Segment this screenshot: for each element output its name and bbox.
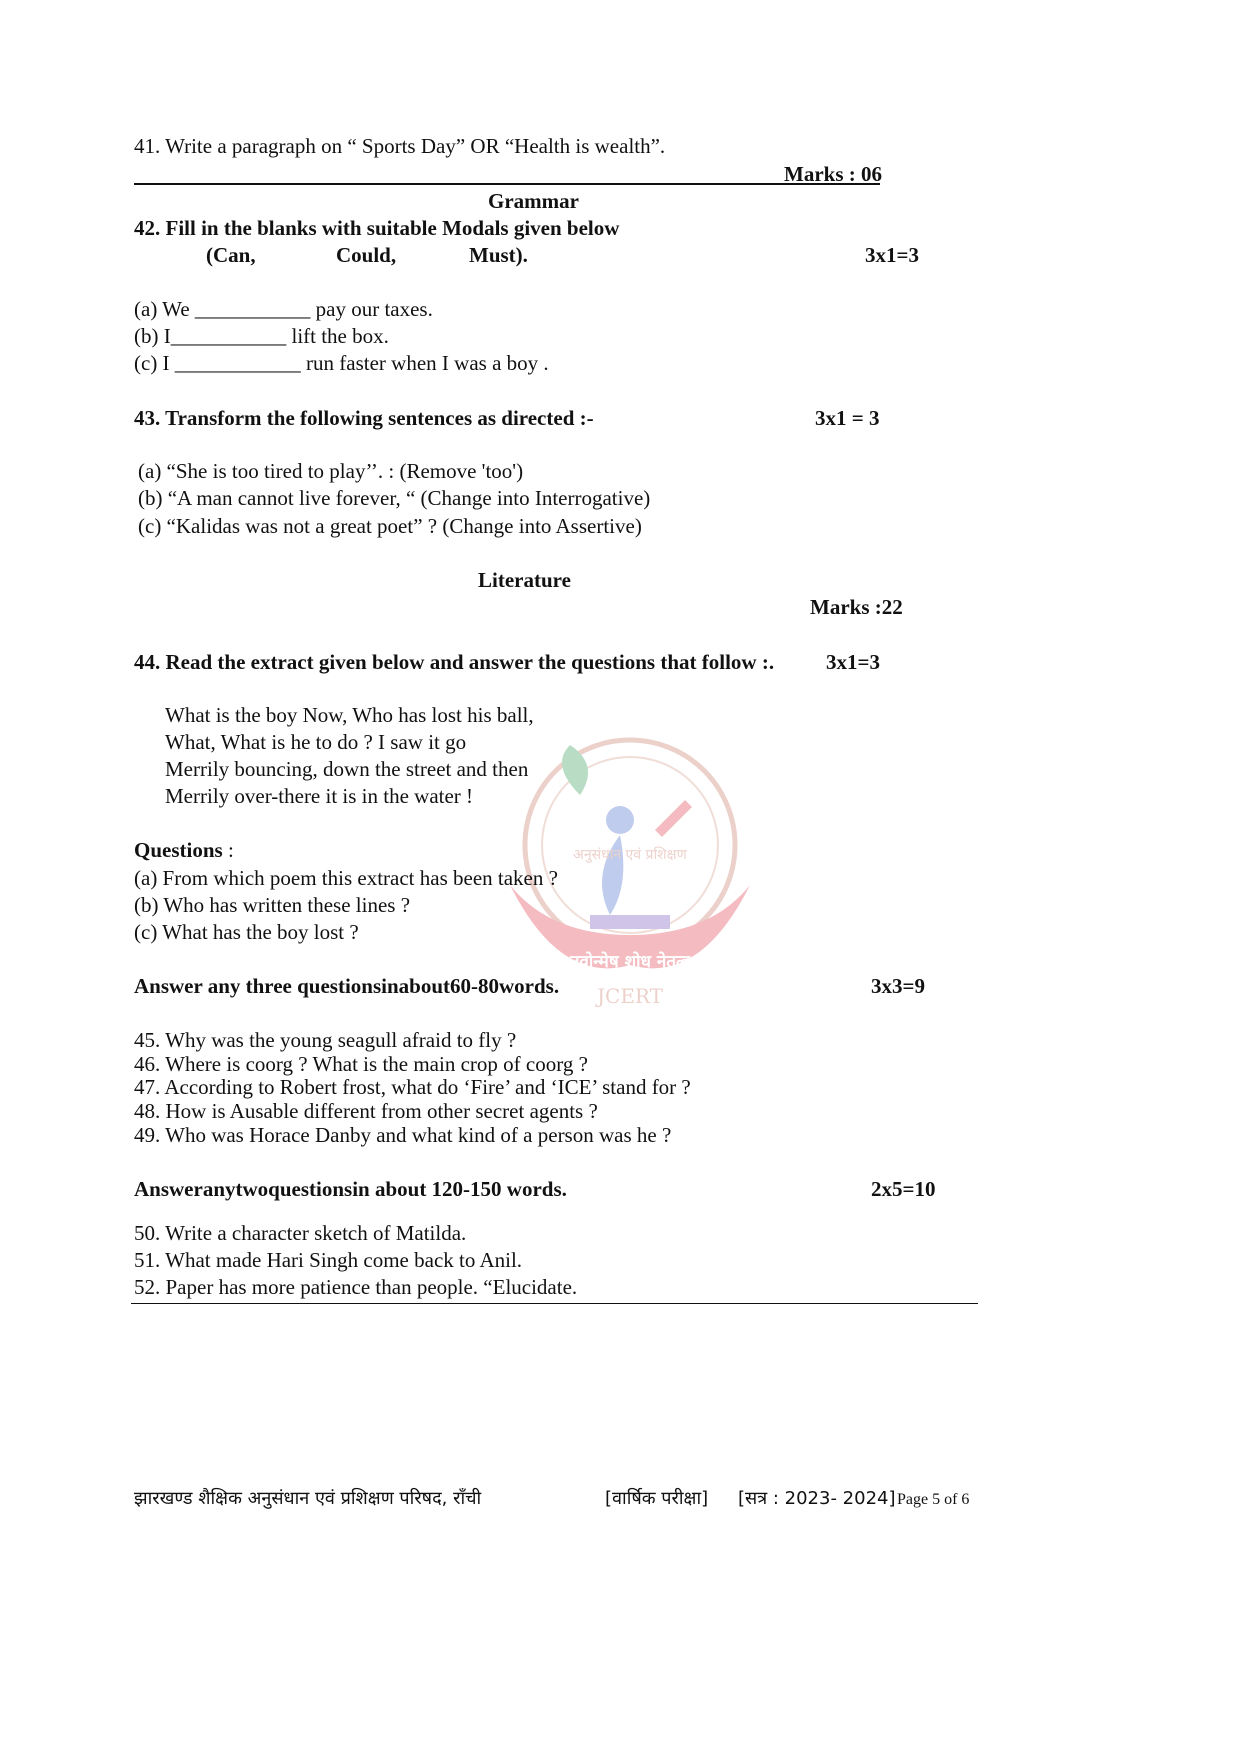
short-question: 47. According to Robert frost, what do ‘Fire’ and ‘ICE’ stand for ?	[134, 1075, 691, 1099]
question-42-title: 42. Fill in the blanks with suitable Modals given below	[134, 216, 620, 240]
fill-blank-item: (a) We ___________ pay our taxes.	[134, 297, 433, 321]
short-question: 48. How is Ausable different from other secret agents ?	[134, 1099, 598, 1123]
question-41: 41. Write a paragraph on “ Sports Day” OR “Health is wealth”.	[134, 134, 666, 158]
short-question: 46. Where is coorg ? What is the main crop of coorg ?	[134, 1052, 588, 1076]
modal-option: Could,	[336, 243, 397, 267]
marks-literature: Marks :22	[810, 595, 903, 619]
watermark-motto: नवोन्मेष शोध नेतृत्व	[569, 952, 691, 972]
literature-heading: Literature	[478, 568, 571, 592]
questions-label-text: Questions	[134, 838, 223, 862]
transform-item: (c) “Kalidas was not a great poet” ? (Change into Assertive)	[138, 514, 642, 538]
questions-label	[134, 840, 234, 861]
marks-short-answer: 3x3=9	[871, 974, 925, 998]
short-answer-title: Answer any three questionsinabout60-80words.	[134, 974, 560, 998]
extract-question: (a) From which poem this extract has been taken ?	[134, 866, 558, 890]
poem-line: Merrily bouncing, down the street and then	[165, 757, 529, 781]
transform-item: (b) “A man cannot live forever, “ (Change into Interrogative)	[138, 486, 651, 510]
marks-long-answer: 2x5=10	[871, 1177, 936, 1201]
watermark-arc-text: अनुसंधान एवं प्रशिक्षण	[573, 847, 687, 863]
questions-label-colon: :	[222, 838, 234, 862]
short-question: 45. Why was the young seagull afraid to fly ?	[134, 1028, 517, 1052]
modal-option: (Can,	[206, 243, 256, 267]
grammar-heading: Grammar	[488, 189, 579, 213]
marks-q41: Marks : 06	[784, 162, 882, 186]
question-44-title: 44. Read the extract given below and answer the questions that follow :.	[134, 650, 775, 674]
footer-page-number: Page 5 of 6	[897, 1491, 970, 1508]
watermark-acronym: JCERT	[597, 984, 663, 1008]
long-question: 51. What made Hari Singh come back to Anil.	[134, 1248, 523, 1272]
question-43-title: 43. Transform the following sentences as directed :-	[134, 406, 594, 430]
long-question: 50. Write a character sketch of Matilda.	[134, 1221, 467, 1245]
marks-q42: 3x1=3	[865, 243, 919, 267]
poem-line: Merrily over-there it is in the water !	[165, 784, 474, 808]
footer-exam: [वार्षिक परीक्षा]	[605, 1488, 709, 1509]
end-divider	[131, 1303, 978, 1304]
marks-q44: 3x1=3	[826, 650, 880, 674]
fill-blank-item: (c) I ____________ run faster when I was a boy .	[134, 351, 549, 375]
short-question: 49. Who was Horace Danby and what kind of a person was he ?	[134, 1123, 672, 1147]
section-divider	[134, 183, 880, 185]
extract-question: (c) What has the boy lost ?	[134, 920, 359, 944]
long-answer-title: Answeranytwoquestionsin about 120-150 words.	[134, 1177, 567, 1201]
extract-question: (b) Who has written these lines ?	[134, 893, 411, 917]
fill-blank-item: (b) I___________ lift the box.	[134, 324, 389, 348]
poem-line: What, What is he to do ? I saw it go	[165, 730, 467, 754]
transform-item: (a) “She is too tired to play’’. : (Remove 'too')	[138, 459, 524, 483]
modal-option: Must).	[469, 243, 528, 267]
footer-organisation: झारखण्ड शैक्षिक अनुसंधान एवं प्रशिक्षण परिषद, राँची	[134, 1488, 482, 1509]
poem-line: What is the boy Now, Who has lost his ball,	[165, 703, 534, 727]
long-question: 52. Paper has more patience than people. “Elucidate.	[134, 1275, 578, 1299]
footer-session: [सत्र : 2023- 2024]	[738, 1488, 896, 1509]
marks-q43: 3x1 = 3	[815, 406, 880, 430]
